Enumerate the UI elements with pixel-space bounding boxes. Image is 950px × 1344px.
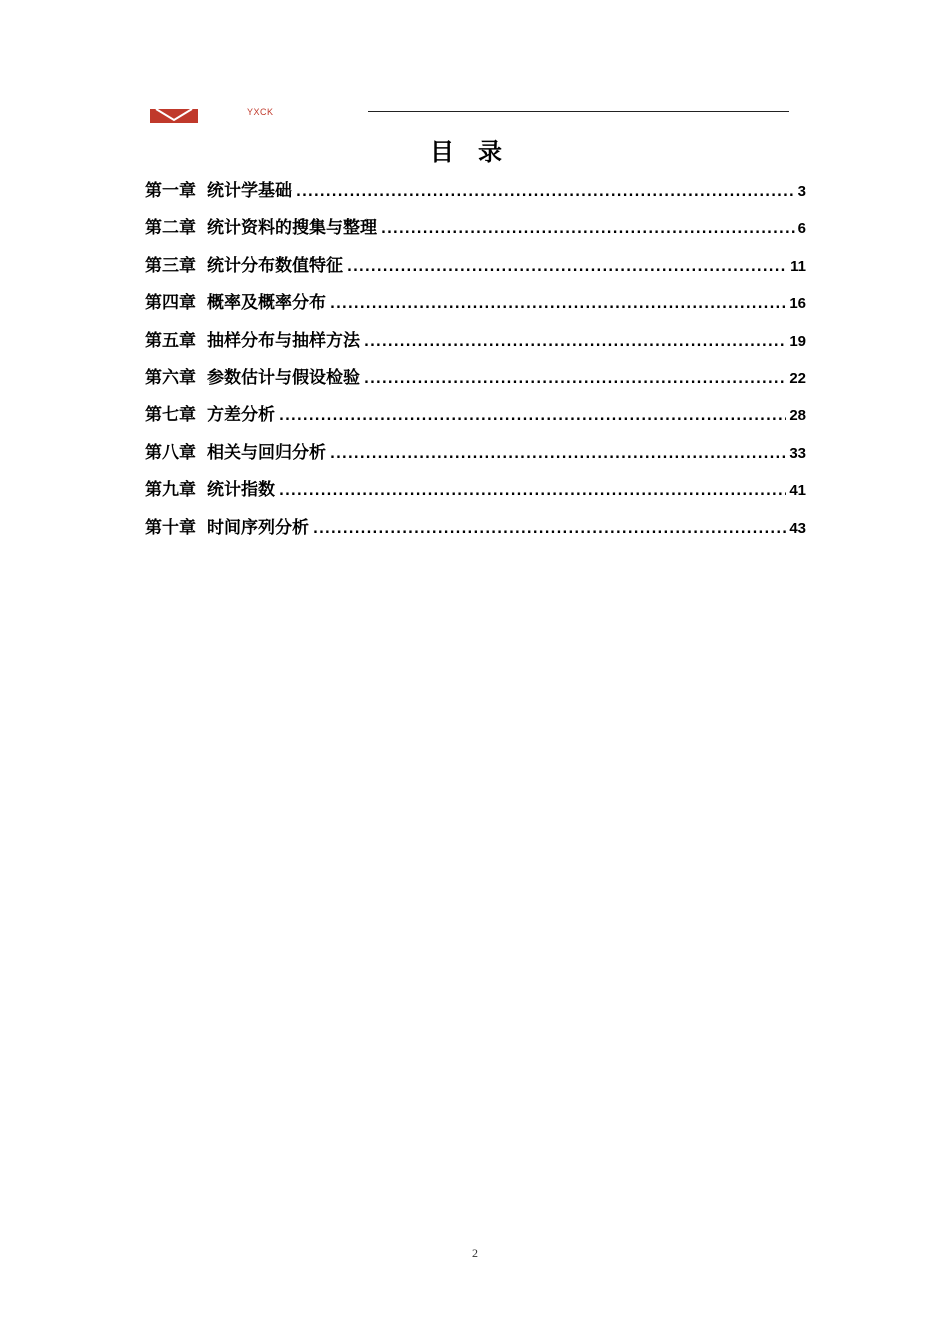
toc-entry[interactable] (145, 438, 806, 475)
toc-entry[interactable] (145, 363, 806, 400)
toc-chapter-title: 抽样分布与抽样方法 (207, 330, 360, 351)
toc-entry[interactable] (145, 400, 806, 437)
toc-chapter-label: 第七章 (145, 405, 196, 426)
toc-leader-dots (296, 185, 795, 200)
toc-leader-dots (279, 409, 786, 424)
toc-chapter-label: 第三章 (145, 255, 196, 276)
toc-chapter-label: 第六章 (145, 367, 196, 388)
toc-entry[interactable] (145, 513, 806, 550)
toc-entry[interactable] (145, 475, 806, 512)
toc-page-number: 22 (789, 369, 806, 387)
page-title: 目录 (430, 138, 526, 166)
toc-entry[interactable] (145, 213, 806, 250)
toc-page-number: 19 (789, 332, 806, 350)
toc-chapter-title: 相关与回归分析 (207, 442, 326, 463)
toc-chapter-label: 第九章 (145, 480, 196, 501)
toc-chapter-title: 统计资料的搜集与整理 (207, 218, 377, 239)
toc-chapter-title: 时间序列分析 (207, 517, 309, 538)
toc-leader-dots (330, 447, 786, 462)
toc-page-number: 28 (789, 407, 806, 425)
toc-leader-dots (279, 484, 786, 499)
toc-entry[interactable] (145, 251, 806, 288)
toc-leader-dots (313, 522, 786, 537)
toc-page-number: 16 (789, 295, 806, 313)
toc-page-number: 11 (790, 257, 806, 275)
toc-page-number: 6 (797, 220, 806, 238)
toc-page-number: 43 (789, 519, 806, 537)
toc-chapter-label: 第五章 (145, 330, 196, 351)
toc-chapter-label: 第四章 (145, 293, 196, 314)
header-rule (368, 111, 789, 112)
toc-page-number: 41 (789, 482, 806, 500)
toc-chapter-title: 方差分析 (207, 405, 275, 426)
logo-text: YXCK (247, 107, 274, 117)
toc-leader-dots (347, 260, 787, 275)
toc-chapter-title: 统计学基础 (207, 181, 292, 201)
toc-entry[interactable] (145, 288, 806, 325)
toc-chapter-title: 参数估计与假设检验 (207, 367, 360, 388)
toc-entry[interactable] (145, 176, 806, 213)
toc-chapter-label: 第八章 (145, 442, 196, 463)
toc-chapter-label: 第十章 (145, 517, 196, 538)
logo-mark-icon (150, 109, 198, 123)
toc-leader-dots (381, 222, 795, 237)
toc-entry[interactable] (145, 326, 806, 363)
toc-leader-dots (364, 372, 786, 387)
toc-leader-dots (330, 297, 786, 312)
page-number: 2 (472, 1246, 478, 1260)
table-of-contents (145, 176, 806, 550)
toc-leader-dots (364, 335, 786, 350)
toc-page-number: 33 (789, 444, 806, 462)
logo (150, 108, 198, 122)
toc-chapter-label: 第一章 (145, 181, 196, 201)
toc-chapter-title: 概率及概率分布 (207, 293, 326, 314)
toc-chapter-title: 统计指数 (207, 480, 275, 501)
toc-chapter-label: 第二章 (145, 218, 196, 239)
toc-page-number: 3 (797, 183, 806, 200)
toc-chapter-title: 统计分布数值特征 (207, 255, 343, 276)
